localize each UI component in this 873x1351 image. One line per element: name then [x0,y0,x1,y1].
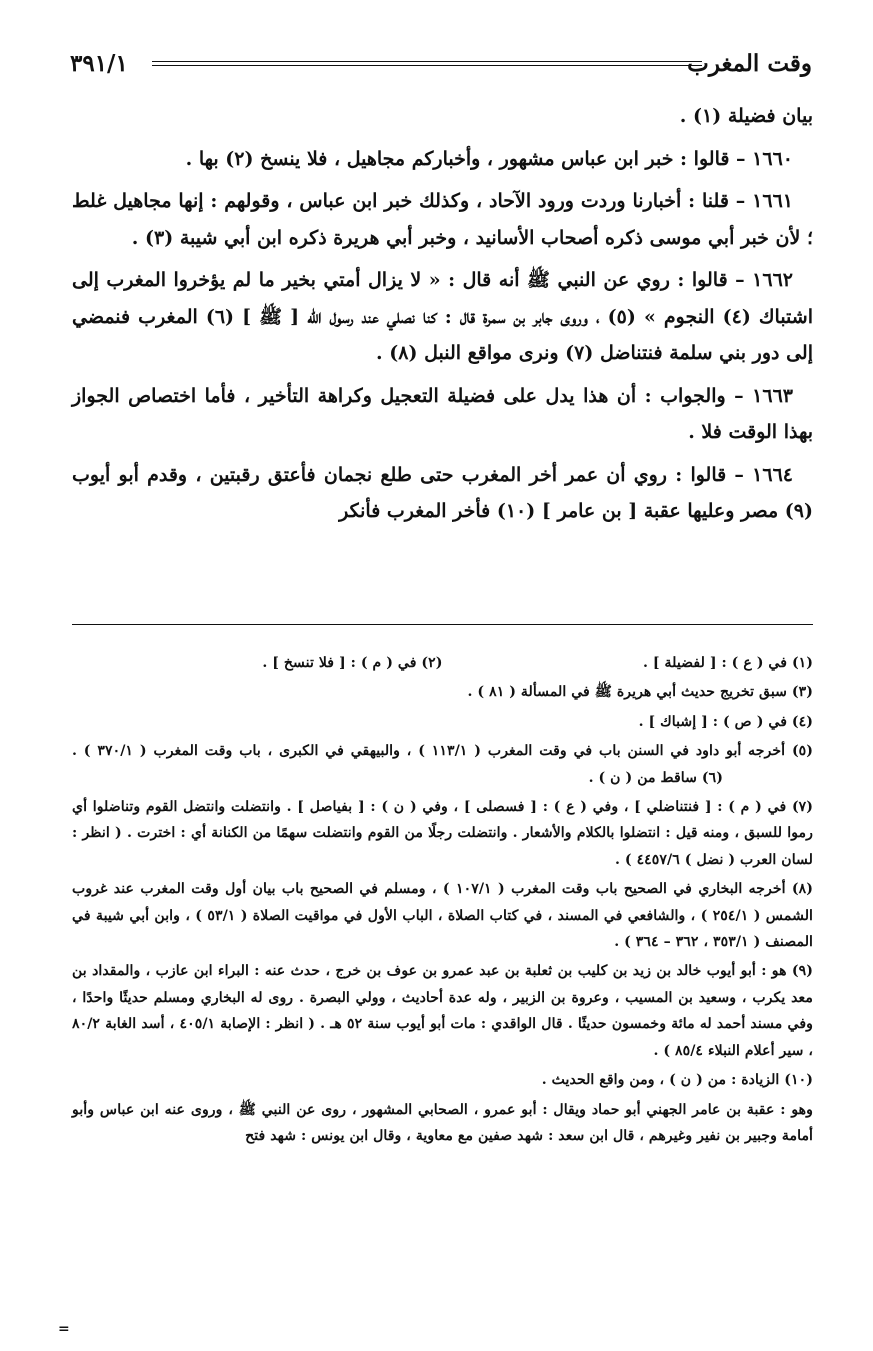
continuation-mark: = [58,1321,70,1337]
footnotes [72,650,813,1152]
paragraph-1661: ١٦٦١ – قلنا : أخبارنا وردت ورود الآحاد ، وكذلك خبر ابن عباس ، وقولهم : إنها مجاهيل غلط ؛ لأن خبر أبي موسى ذكره أصحاب الأسانيد ، وخبر أبي هريرة ذكره ابن أبي شيبة (٣) . [72,190,813,249]
footnote-3: (٣) سبق تخريج حديث أبي هريرة ﷺ في المسألة ( ٨١ ) . [467,684,813,701]
main-text [72,98,813,536]
page-number: ٣٩١/١ [70,50,128,77]
footnote-5 [72,738,813,791]
footnote-9: (٩) هو : أبو أيوب خالد بن زيد بن كليب بن ثعلبة بن عبد عمرو بن عوف بن خرج ، حدث عنه : البراء ابن عازب ، والمقداد بن معد يكرب ، وسعيد بن المسيب ، وعروة بن الزبير ، وله عدة أحاديث ، وولي البصرة . روى له البخاري ومسلم حديثًا واحدًا ، وفي مسند أحمد له مائة وخمسون حديثًا . قال الواقدي : مات أبو أيوب سنة ٥٢ هـ . ( انظر : الإصابة ٤٠٥/١ ، أسد الغابة ٨٠/٢ ، سير أعلام النبلاء ٨٥/٤ ) . [72,963,813,1059]
footnote-6: (٦) ساقط من ( ن ) . [588,769,723,786]
paragraph: بيان فضيلة (١) . [679,105,813,127]
footnote-8: (٨) أخرجه البخاري في الصحيح باب وقت المغرب ( ١٠٧/١ ) ، ومسلم في الصحيح باب بيان أول وقت المغرب عند غروب الشمس ( ٢٥٤/١ ) ، والشافعي في المسند ، في كتاب الصلاة ، الباب الأول في مواقيت الصلاة ( ٥٣/١ ) ، وابن أبي شيبة في المصنف ( ٣٥٣/١ ، ٣٦٢ – ٣٦٤ ) . [72,881,813,951]
paragraph-1664: ١٦٦٤ – قالوا : روي أن عمر أخر المغرب حتى طلع نجمان فأعتق رقبتين ، وقدم أبو أيوب (٩) مصر وعليها عقبة [ بن عامر ] (١٠) فأخر المغرب فأنكر [72,463,813,522]
footnote-7: (٧) في ( م ) : [ فنتناضلي ] ، وفي ( ع ) : [ فسصلى ] ، وفي ( ن ) : [ بفياصل ] . وانتضلت وانتضل القوم وتناضلوا أي رموا للسبق ، ومنه قيل : انتضلوا بالكلام والأشعار . وانتضلت رجلًا من القوم وانتضلت سهمًا من الكنانة أي : اخترت . ( انظر : لسان العرب ( نضل ) ٤٤٥٧/٦ ) . [72,799,813,868]
paragraph-1663: ١٦٦٣ – والجواب : أن هذا يدل على فضيلة التعجيل وكراهة التأخير ، فأما اختصاص الجواز بهذا الوقت فلا . [72,384,813,443]
footnote-2: (٢) في ( م ) : [ فلا تنسخ ] . [262,655,443,671]
header-rule [152,61,702,66]
footnote-4: (٤) في ( ص ) : [ إشباك ] . [638,713,813,730]
running-title: وقت المغرب [687,50,812,77]
footnote-row [72,650,813,676]
footnote-1: (١) في ( ع ) : [ لفضيلة ] . [643,655,813,671]
footnote-10: (١٠) الزيادة : من ( ن ) ، ومن واقع الحديث . [541,1072,813,1089]
footnote-separator [72,624,813,625]
paragraph-1662: ١٦٦٢ – قالوا : روي عن النبي ﷺ أنه قال : « لا يزال أمتي بخير ما لم يؤخروا المغرب إلى اشتباك (٤) النجوم » (٥) ، وروى جابر بن سمرة قال : كنا نصلي عند رسول الله [ ﷺ ] (٦) المغرب فنمضي إلى دور بني سلمة فنتناضل (٧) ونرى مواقع النبل (٨) . [72,269,813,364]
footnote-5-text: (٥) أخرجه أبو داود في السنن باب في وقت المغرب ( ١١٣/١ ) ، والبيهقي في الكبرى ، باب وقت المغرب ( ٣٧٠/١ ) . [72,743,813,760]
footnote-10-continued: وهو : عقبة بن عامر الجهني أبو حماد ويقال : أبو عمرو ، الصحابي المشهور ، روى عن النبي ﷺ ، وروى عنه ابن عباس وأبو أمامة وجبير بن نفير وغيرهم ، قال ابن سعد : شهد صفين مع معاوية ، وقال ابن يونس : شهد فتح [72,1101,813,1144]
paragraph-1660: ١٦٦٠ – قالوا : خبر ابن عباس مشهور ، وأخباركم مجاهيل ، فلا ينسخ (٢) بها . [185,147,793,170]
page-header [70,46,812,82]
